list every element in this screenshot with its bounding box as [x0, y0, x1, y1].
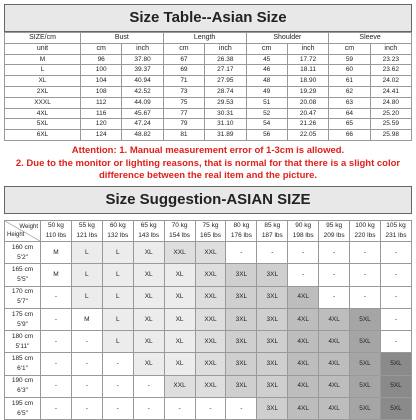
weight-header [288, 220, 319, 241]
height-cm: 190 cm [11, 377, 34, 385]
size-row [5, 108, 412, 119]
measurement-cell: 39.37 [122, 65, 163, 76]
height-cm: 160 cm [11, 243, 34, 251]
suggested-size-cell: - [226, 241, 257, 263]
measurement-cell: 40.94 [122, 76, 163, 87]
attention-line-2: 2. Due to the monitor or lighting reasons, that is normal for that there is a slight color difference between the real item and the picture. [15, 157, 401, 181]
weight-kg: 85 kg [264, 221, 281, 229]
measurement-cell: 47.24 [122, 119, 163, 130]
unit-cell: unit [5, 43, 81, 54]
size-table-units [5, 43, 412, 54]
weight-header [133, 220, 164, 241]
measurement-cell: 108 [81, 86, 122, 97]
measurement-cell: 37.80 [122, 54, 163, 65]
measurement-cell: 104 [81, 76, 122, 87]
suggested-size-cell: - [71, 353, 102, 375]
measurement-cell: 96 [81, 54, 122, 65]
suggested-size-cell: 4XL [288, 375, 319, 397]
measurement-cell: 29.53 [205, 97, 246, 108]
measurement-cell: 17.72 [287, 54, 328, 65]
measurement-cell: 48 [246, 76, 287, 87]
weight-lbs: 187 lbs [261, 231, 283, 239]
measurement-cell: 67 [163, 54, 204, 65]
suggested-size-cell: - [319, 286, 350, 308]
measurement-cell: 20.08 [287, 97, 328, 108]
weight-header [102, 220, 133, 241]
unit-cell: cm [81, 43, 122, 54]
measurement-cell: 77 [163, 108, 204, 119]
suggested-size-cell: 4XL [319, 375, 350, 397]
suggested-size-cell: L [102, 331, 133, 353]
suggested-size-cell: 3XL [226, 353, 257, 375]
suggested-size-cell: 5XL [380, 375, 411, 397]
suggested-size-cell: XL [133, 241, 164, 263]
corner-weight-label: Weight [19, 223, 38, 230]
suggested-size-cell: - [319, 241, 350, 263]
suggested-size-cell: - [41, 308, 72, 330]
weight-kg: 80 kg [233, 221, 250, 229]
suggested-size-cell: - [133, 398, 164, 420]
header-sleeve: Sleeve [329, 33, 412, 44]
suggested-size-cell: 4XL [319, 398, 350, 420]
weight-kg: 105 kg [386, 221, 406, 229]
size-label: 2XL [5, 86, 81, 97]
weight-kg: 60 kg [109, 221, 126, 229]
height-header [5, 353, 41, 375]
suggested-size-cell: - [380, 286, 411, 308]
size-table [4, 32, 412, 141]
measurement-cell: 22.05 [287, 130, 328, 141]
suggested-size-cell: L [102, 241, 133, 263]
measurement-cell: 54 [246, 119, 287, 130]
size-row [5, 119, 412, 130]
unit-cell: cm [329, 43, 370, 54]
suggested-size-cell: - [164, 398, 195, 420]
height-ft: 5'2" [17, 253, 28, 261]
suggested-size-cell: L [102, 308, 133, 330]
weight-kg: 100 kg [355, 221, 375, 229]
suggested-size-cell: XL [164, 331, 195, 353]
suggested-size-cell: 3XL [257, 264, 288, 286]
suggested-size-cell: 3XL [226, 286, 257, 308]
weight-lbs: 143 lbs [138, 231, 160, 239]
suggested-size-cell: - [380, 241, 411, 263]
measurement-cell: 56 [246, 130, 287, 141]
suggested-size-cell: 3XL [257, 308, 288, 330]
measurement-cell: 31.89 [205, 130, 246, 141]
suggested-size-cell: - [350, 241, 381, 263]
measurement-cell: 124 [81, 130, 122, 141]
weight-lbs: 165 lbs [200, 231, 221, 239]
size-suggestion-title: Size Suggestion-ASIAN SIZE [4, 186, 412, 214]
suggested-size-cell: 4XL [319, 331, 350, 353]
size-table-body [5, 54, 412, 140]
measurement-cell: 120 [81, 119, 122, 130]
suggested-size-cell: 3XL [257, 375, 288, 397]
height-ft: 5'5" [17, 275, 28, 283]
measurement-cell: 52 [246, 108, 287, 119]
measurement-cell: 49 [246, 86, 287, 97]
measurement-cell: 44.09 [122, 97, 163, 108]
suggested-size-cell: - [102, 398, 133, 420]
height-cm: 195 cm [11, 399, 34, 407]
suggested-size-cell: XXL [195, 353, 226, 375]
size-label: XL [5, 76, 81, 87]
size-table-title: Size Table--Asian Size [4, 4, 412, 32]
suggested-size-cell: XL [133, 353, 164, 375]
suggested-size-cell: 4XL [288, 308, 319, 330]
weight-header [71, 220, 102, 241]
suggested-size-cell: XL [164, 264, 195, 286]
weight-header [41, 220, 72, 241]
weight-kg: 70 kg [171, 221, 188, 229]
weight-kg: 75 kg [202, 221, 219, 229]
suggested-size-cell: 3XL [226, 331, 257, 353]
measurement-cell: 26.38 [205, 54, 246, 65]
weight-header [226, 220, 257, 241]
measurement-cell: 69 [163, 65, 204, 76]
weight-kg: 65 kg [140, 221, 157, 229]
attention-note [4, 141, 412, 186]
height-row [5, 286, 412, 308]
weight-header [257, 220, 288, 241]
height-ft: 6'1" [17, 365, 28, 373]
suggested-size-cell: XL [164, 308, 195, 330]
size-table-header [5, 33, 412, 44]
measurement-cell: 23.62 [370, 65, 411, 76]
height-header [5, 308, 41, 330]
suggested-size-cell: M [41, 264, 72, 286]
measurement-cell: 60 [329, 65, 370, 76]
suggested-size-cell: L [71, 241, 102, 263]
header-shoulder: Shoulder [246, 33, 329, 44]
measurement-cell: 30.31 [205, 108, 246, 119]
height-row [5, 264, 412, 286]
suggested-size-cell: - [380, 264, 411, 286]
height-row [5, 375, 412, 397]
measurement-cell: 63 [329, 97, 370, 108]
measurement-cell: 25.98 [370, 130, 411, 141]
unit-cell: inch [370, 43, 411, 54]
height-ft: 5'7" [17, 298, 28, 306]
measurement-cell: 23.23 [370, 54, 411, 65]
suggested-size-cell: - [71, 398, 102, 420]
suggested-size-cell: XXL [195, 308, 226, 330]
measurement-cell: 24.02 [370, 76, 411, 87]
weight-lbs: 132 lbs [107, 231, 129, 239]
header-bust: Bust [81, 33, 164, 44]
weight-lbs: 121 lbs [76, 231, 98, 239]
suggested-size-cell: L [71, 286, 102, 308]
measurement-cell: 71 [163, 76, 204, 87]
suggested-size-cell: XXL [164, 241, 195, 263]
suggested-size-cell: - [226, 398, 257, 420]
unit-cell: inch [122, 43, 163, 54]
measurement-cell: 21.26 [287, 119, 328, 130]
suggested-size-cell: XXL [195, 375, 226, 397]
header-size: SIZE/cm [5, 33, 81, 44]
measurement-cell: 112 [81, 97, 122, 108]
suggested-size-cell: - [71, 375, 102, 397]
weight-lbs: 198 lbs [292, 231, 314, 239]
suggested-size-cell: L [102, 286, 133, 308]
measurement-cell: 27.17 [205, 65, 246, 76]
measurement-cell: 64 [329, 108, 370, 119]
weight-lbs: 231 lbs [385, 231, 407, 239]
suggested-size-cell: 4XL [288, 353, 319, 375]
suggested-size-cell: 5XL [350, 353, 381, 375]
height-cm: 180 cm [11, 332, 34, 340]
suggested-size-cell: 3XL [226, 375, 257, 397]
size-label: 6XL [5, 130, 81, 141]
measurement-cell: 79 [163, 119, 204, 130]
suggested-size-cell: 3XL [257, 398, 288, 420]
weight-lbs: 110 lbs [45, 231, 67, 239]
suggested-size-cell: 3XL [257, 286, 288, 308]
measurement-cell: 59 [329, 54, 370, 65]
suggested-size-cell: 3XL [257, 331, 288, 353]
header-length: Length [163, 33, 246, 44]
suggested-size-cell: - [350, 286, 381, 308]
suggested-size-cell: 5XL [350, 375, 381, 397]
size-row [5, 86, 412, 97]
suggested-size-cell: XXL [164, 375, 195, 397]
weight-header [350, 220, 381, 241]
suggested-size-cell: - [41, 286, 72, 308]
suggested-size-cell: - [41, 375, 72, 397]
suggested-size-cell: - [380, 308, 411, 330]
suggested-size-cell: 5XL [350, 331, 381, 353]
suggested-size-cell: XL [133, 286, 164, 308]
height-row [5, 241, 412, 263]
suggested-size-cell: - [41, 398, 72, 420]
measurement-cell: 45.67 [122, 108, 163, 119]
weight-lbs: 154 lbs [169, 231, 191, 239]
unit-cell: inch [205, 43, 246, 54]
measurement-cell: 18.11 [287, 65, 328, 76]
measurement-cell: 19.29 [287, 86, 328, 97]
measurement-cell: 48.82 [122, 130, 163, 141]
suggested-size-cell: XXL [195, 241, 226, 263]
height-cm: 165 cm [11, 265, 34, 273]
size-label: L [5, 65, 81, 76]
size-row [5, 97, 412, 108]
suggested-size-cell: M [41, 241, 72, 263]
measurement-cell: 116 [81, 108, 122, 119]
size-label: XXXL [5, 97, 81, 108]
height-cm: 175 cm [11, 310, 34, 318]
measurement-cell: 25.20 [370, 108, 411, 119]
size-label: 4XL [5, 108, 81, 119]
measurement-cell: 45 [246, 54, 287, 65]
measurement-cell: 28.74 [205, 86, 246, 97]
suggested-size-cell: XL [133, 308, 164, 330]
measurement-cell: 20.47 [287, 108, 328, 119]
measurement-cell: 31.10 [205, 119, 246, 130]
weight-kg: 50 kg [48, 221, 64, 229]
measurement-cell: 46 [246, 65, 287, 76]
unit-cell: cm [246, 43, 287, 54]
height-ft: 5'9" [17, 320, 28, 328]
measurement-cell: 66 [329, 130, 370, 141]
size-row [5, 76, 412, 87]
weight-lbs: 209 lbs [323, 231, 345, 239]
weight-lbs: 176 lbs [230, 231, 252, 239]
suggested-size-cell: M [71, 308, 102, 330]
suggested-size-cell: - [380, 331, 411, 353]
suggested-size-cell: - [71, 331, 102, 353]
measurement-cell: 65 [329, 119, 370, 130]
height-ft: 6'5" [17, 409, 28, 417]
weight-kg: 95 kg [326, 221, 343, 229]
suggested-size-cell: 5XL [350, 308, 381, 330]
suggested-size-cell: L [102, 264, 133, 286]
height-header [5, 264, 41, 286]
suggested-size-cell: XL [133, 331, 164, 353]
measurement-cell: 24.80 [370, 97, 411, 108]
suggested-size-cell: 4XL [288, 398, 319, 420]
suggested-size-cell: - [350, 264, 381, 286]
suggested-size-cell: XL [164, 286, 195, 308]
measurement-cell: 27.95 [205, 76, 246, 87]
measurement-cell: 51 [246, 97, 287, 108]
size-label: 5XL [5, 119, 81, 130]
weight-height-corner [5, 220, 41, 241]
suggested-size-cell: 3XL [226, 264, 257, 286]
suggested-size-cell: 5XL [350, 398, 381, 420]
suggested-size-cell: - [195, 398, 226, 420]
size-row [5, 65, 412, 76]
size-suggestion-table [4, 220, 412, 420]
measurement-cell: 24.41 [370, 86, 411, 97]
height-cm: 185 cm [11, 355, 34, 363]
height-ft: 5'11" [15, 342, 30, 350]
height-header [5, 398, 41, 420]
weight-header [164, 220, 195, 241]
height-cm: 170 cm [11, 288, 34, 296]
size-suggestion-body [5, 241, 412, 419]
height-row [5, 308, 412, 330]
weight-lbs: 220 lbs [354, 231, 376, 239]
suggested-size-cell: - [288, 264, 319, 286]
suggested-size-cell: L [71, 264, 102, 286]
height-ft: 6'3" [17, 387, 28, 395]
suggested-size-cell: - [288, 241, 319, 263]
height-row [5, 331, 412, 353]
weight-header [319, 220, 350, 241]
weight-header-row [5, 220, 412, 241]
suggested-size-cell: - [41, 331, 72, 353]
height-header [5, 286, 41, 308]
weight-kg: 55 kg [78, 221, 95, 229]
suggested-size-cell: XL [133, 264, 164, 286]
size-row [5, 130, 412, 141]
height-header [5, 241, 41, 263]
suggested-size-cell: 3XL [226, 308, 257, 330]
measurement-cell: 62 [329, 86, 370, 97]
corner-height-label: Height [7, 231, 25, 238]
suggested-size-cell: - [102, 353, 133, 375]
suggested-size-cell: 4XL [319, 308, 350, 330]
suggested-size-cell: 4XL [319, 353, 350, 375]
suggested-size-cell: - [257, 241, 288, 263]
size-row [5, 54, 412, 65]
suggested-size-cell: 5XL [380, 353, 411, 375]
suggested-size-cell: - [319, 264, 350, 286]
suggested-size-cell: - [41, 353, 72, 375]
weight-kg: 90 kg [295, 221, 312, 229]
height-row [5, 353, 412, 375]
height-header [5, 375, 41, 397]
size-label: M [5, 54, 81, 65]
measurement-cell: 18.90 [287, 76, 328, 87]
measurement-cell: 75 [163, 97, 204, 108]
measurement-cell: 100 [81, 65, 122, 76]
unit-cell: cm [163, 43, 204, 54]
suggested-size-cell: - [133, 375, 164, 397]
unit-cell: inch [287, 43, 328, 54]
weight-header [380, 220, 411, 241]
suggested-size-cell: - [102, 375, 133, 397]
height-header [5, 331, 41, 353]
attention-line-1: Attention: 1. Manual measurement error of 1-3cm is allowed. [71, 144, 345, 156]
measurement-cell: 81 [163, 130, 204, 141]
size-chart-document [4, 4, 412, 420]
suggested-size-cell: 4XL [288, 286, 319, 308]
suggested-size-cell: XXL [195, 264, 226, 286]
suggested-size-cell: 4XL [288, 331, 319, 353]
measurement-cell: 73 [163, 86, 204, 97]
measurement-cell: 61 [329, 76, 370, 87]
suggested-size-cell: 3XL [257, 353, 288, 375]
height-row [5, 398, 412, 420]
suggested-size-cell: XXL [195, 286, 226, 308]
suggested-size-cell: 5XL [380, 398, 411, 420]
weight-header [195, 220, 226, 241]
suggested-size-cell: XL [164, 353, 195, 375]
measurement-cell: 25.59 [370, 119, 411, 130]
suggested-size-cell: XXL [195, 331, 226, 353]
measurement-cell: 42.52 [122, 86, 163, 97]
